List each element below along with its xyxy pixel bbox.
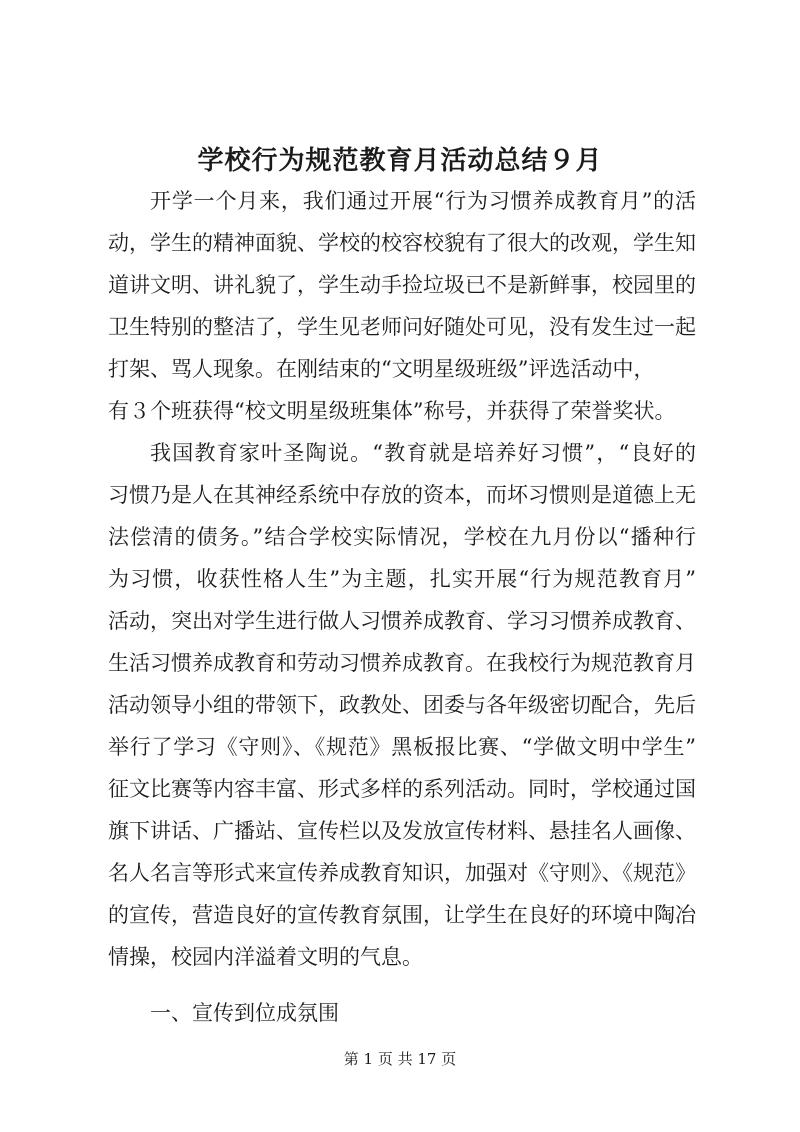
paragraph-1-line-1: 开学一个月来，我们通过开展“行为习惯养成教育月”的活 <box>150 189 696 213</box>
section-heading: 一、宣传到位成氛围 <box>150 1001 339 1025</box>
page-number-footer: 第 1 页 共 17 页 <box>343 1050 457 1068</box>
paragraph-2-line-4: 为习惯，收获性格人生”为主题，扎实开展“行为规范教育月” <box>108 567 696 591</box>
document-title: 学校行为规范教育月活动总结９月 <box>197 146 603 176</box>
paragraph-2-line-9: 征文比赛等内容丰富、形式多样的系列活动。同时，学校通过国 <box>108 777 696 801</box>
paragraph-2-line-6: 生活习惯养成教育和劳动习惯养成教育。在我校行为规范教育月 <box>108 651 696 675</box>
paragraph-2-line-1: 我国教育家叶圣陶说。“教育就是培养好习惯”，“良好的 <box>150 441 696 465</box>
paragraph-1-line-5: 打架、骂人现象。在刚结束的“文明星级班级”评选活动中， <box>108 357 655 381</box>
paragraph-2-line-7: 活动领导小组的带领下，政教处、团委与各年级密切配合，先后 <box>108 693 696 717</box>
paragraph-2-line-8: 举行了学习《守则》、《规范》黑板报比赛、“学做文明中学生” <box>108 735 696 759</box>
paragraph-2-line-13: 情操，校园内洋溢着文明的气息。 <box>108 945 423 969</box>
paragraph-1-line-3: 道讲文明、讲礼貌了，学生动手捡垃圾已不是新鲜事，校园里的 <box>108 273 696 297</box>
paragraph-2-line-11: 名人名言等形式来宣传养成教育知识，加强对《守则》、《规范》 <box>108 861 696 885</box>
paragraph-2-line-10: 旗下讲话、广播站、宣传栏以及发放宣传材料、悬挂名人画像、 <box>108 819 696 843</box>
paragraph-2-line-3: 法偿清的债务。”结合学校实际情况，学校在九月份以“播种行 <box>108 525 696 549</box>
paragraph-2-line-5: 活动，突出对学生进行做人习惯养成教育、学习习惯养成教育、 <box>108 609 696 633</box>
paragraph-1-line-6: 有３个班获得“校文明星级班集体”称号，并获得了荣誉奖状。 <box>108 399 676 423</box>
paragraph-1-line-2: 动，学生的精神面貌、学校的校容校貌有了很大的改观，学生知 <box>108 231 696 255</box>
paragraph-1-line-4: 卫生特别的整洁了，学生见老师问好随处可见，没有发生过一起 <box>108 315 696 339</box>
paragraph-2-line-12: 的宣传，营造良好的宣传教育氛围，让学生在良好的环境中陶冶 <box>108 903 696 927</box>
paragraph-2-line-2: 习惯乃是人在其神经系统中存放的资本，而坏习惯则是道德上无 <box>108 483 696 507</box>
